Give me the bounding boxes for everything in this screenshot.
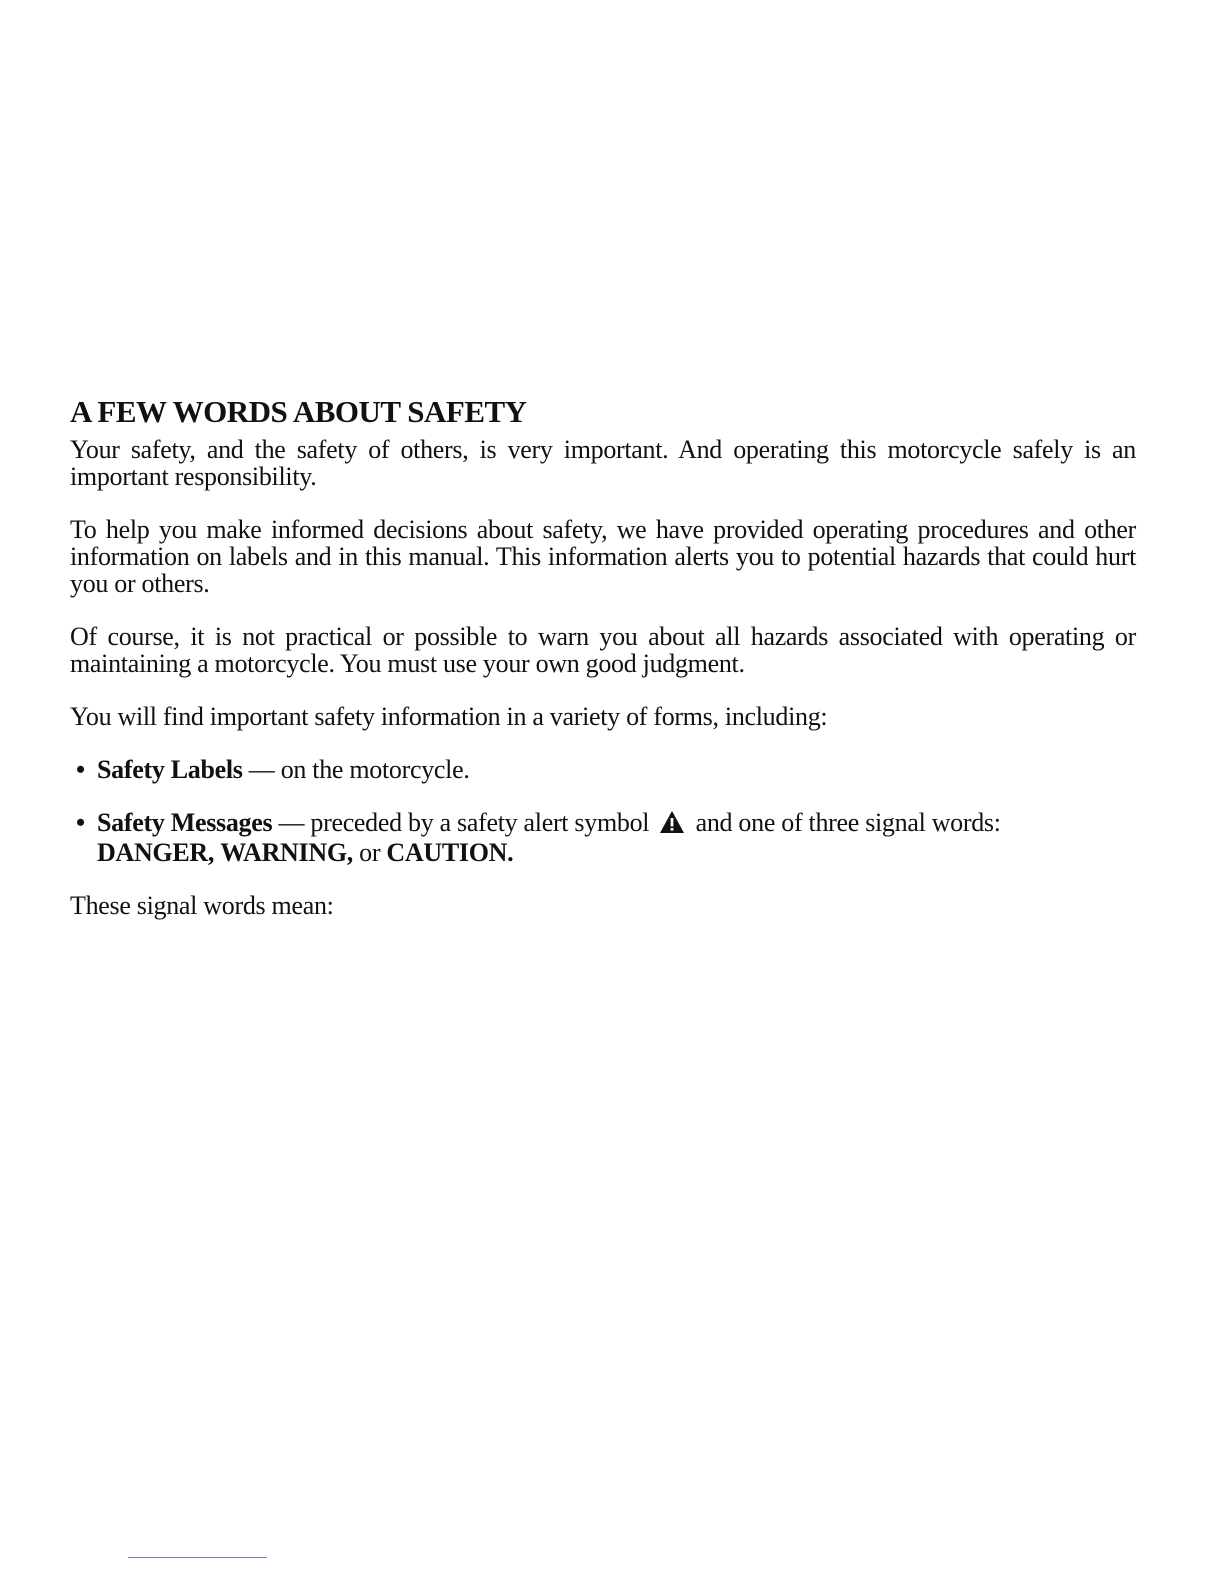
paragraph-forms: You will find important safety information in a variety of forms, including:	[70, 702, 828, 731]
term-safety-messages: Safety Messages	[97, 808, 273, 837]
safety-messages-description: — preceded by a safety alert symbol	[272, 808, 656, 837]
bullet-dot-icon: •	[76, 808, 85, 837]
bullet-dot-icon: •	[76, 755, 85, 784]
signal-word-caution: CAUTION.	[386, 838, 514, 867]
paragraph-signal-words: These signal words mean:	[70, 891, 334, 920]
term-safety-labels: Safety Labels	[97, 755, 243, 784]
footer-rule	[128, 1557, 267, 1558]
list-item-safety-messages	[70, 809, 1136, 866]
safety-labels-description: — on the motorcycle.	[242, 755, 470, 784]
section-heading: A FEW WORDS ABOUT SAFETY	[70, 394, 527, 429]
signal-word-danger: DANGER,	[97, 838, 215, 867]
safety-info-list	[70, 756, 1136, 866]
safety-section	[70, 392, 1136, 945]
list-item-safety-labels	[70, 756, 1136, 783]
safety-alert-triangle-icon	[659, 810, 685, 839]
signal-word-joiner: or	[359, 838, 381, 867]
signal-word-warning: WARNING,	[220, 838, 353, 867]
paragraph-judgment: Of course, it is not practical or possible to warn you about all hazards associated with operating or maintaining a motorcycle. You must use your own good judgment.	[70, 622, 1136, 678]
signal-words-intro: and one of three signal words:	[689, 808, 1001, 837]
paragraph-informed-decisions: To help you make informed decisions about safety, we have provided operating procedures and other information on labels and in this manual. This information alerts you to potential hazards that could hurt you or others.	[70, 515, 1136, 598]
paragraph-intro: Your safety, and the safety of others, is very important. And operating this motorcycle safely is an important responsibility.	[70, 435, 1136, 491]
